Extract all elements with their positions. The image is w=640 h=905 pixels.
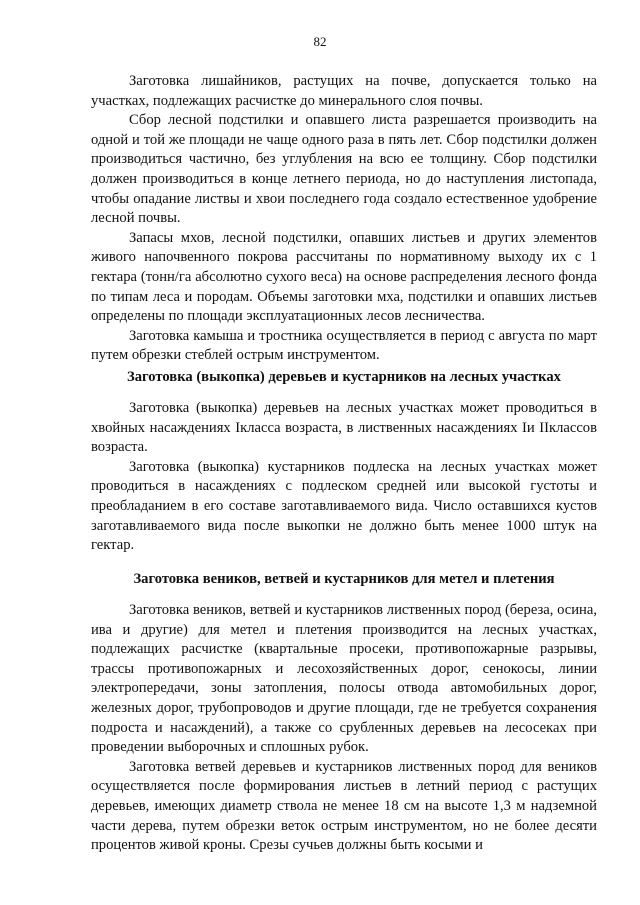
paragraph: Заготовка камыша и тростника осуществляется в период с августа по март путем обрезки стеблей острым инструментом.: [91, 327, 597, 364]
paragraph: Сбор лесной подстилки и опавшего листа разрешается производить на одной и той же площади не чаще одного раза в пять лет. Сбор подстилки должен производиться частично, без углубления на всю ее толщину. Сбор подстилки должен производиться в конце летнего периода, но до наступления листопада, чтобы опадание листвы и хвои последнего года создало естественное удобрение лесной почвы.: [91, 112, 597, 227]
section-heading-digging-trees: [91, 368, 597, 388]
paragraph: Запасы мхов, лесной подстилки, опавших листьев и других элементов живого напочвенного покрова рассчитаны по нормативному выходу их с 1 гектара (тонн/га абсолютно сухого веса) на основе распределения лесного фонда по типам леса и породам. Объемы заготовки мха, подстилки и опавших листьев определены по площади эксплуатационных лесов лесничества.: [91, 229, 597, 325]
section-heading: Заготовка (выкопка) деревьев и кустарников на лесных участках: [127, 369, 561, 385]
text-block-collection-rules: [91, 72, 597, 366]
page-number: 82: [313, 34, 327, 49]
paragraph: Заготовка ветвей деревьев и кустарников лиственных пород для веников осуществляется после формирования листьев в летний период с растущих деревьев, имеющих диаметр ствола не менее 18 см на высоте 1,3 м надземной части дерева, путем обрезки веток острым инструментом, но не более десяти процентов живой кроны. Срезы сучьев должны быть косыми и: [91, 758, 597, 854]
section-heading: Заготовка веников, ветвей и кустарников для метел и плетения: [133, 571, 555, 587]
text-block-digging-trees: [91, 399, 597, 556]
paragraph: Заготовка лишайников, растущих на почве, допускается только на участках, подлежащих расчистке до минерального слоя почвы.: [91, 73, 597, 109]
text-block-brooms-branches: [91, 601, 597, 856]
paragraph: Заготовка веников, ветвей и кустарников лиственных пород (береза, осина, ива и другие) для метел и плетения производится на лесных участках, подлежащих расчистке (квартальные просеки, противопожарные разрывы, трассы противопожарных и лесохозяйственных дорог, сенокосы, линии электропередачи, зоны затопления, полосы отвода автомобильных дорог, железных дорог, трубопроводов и другие площади, где не требуется сохранения подроста и насаждений), а также со срубленных деревьев на лесосеках при проведении выборочных и сплошных рубок.: [91, 602, 597, 756]
paragraph: Заготовка (выкопка) кустарников подлеска на лесных участках может проводиться в насаждениях с подлеском средней или высокой густоты и преобладанием в его составе заготавливаемого вида. Число оставшихся кустов заготавливаемого вида после выкопки не должно быть менее 1000 штук на гектар.: [91, 458, 597, 554]
section-heading-brooms-branches: [91, 570, 597, 590]
paragraph: Заготовка (выкопка) деревьев на лесных участках может проводиться в хвойных насаждениях Iкласса возраста, в лиственных насаждениях Iи IIклассов возраста.: [91, 400, 597, 456]
